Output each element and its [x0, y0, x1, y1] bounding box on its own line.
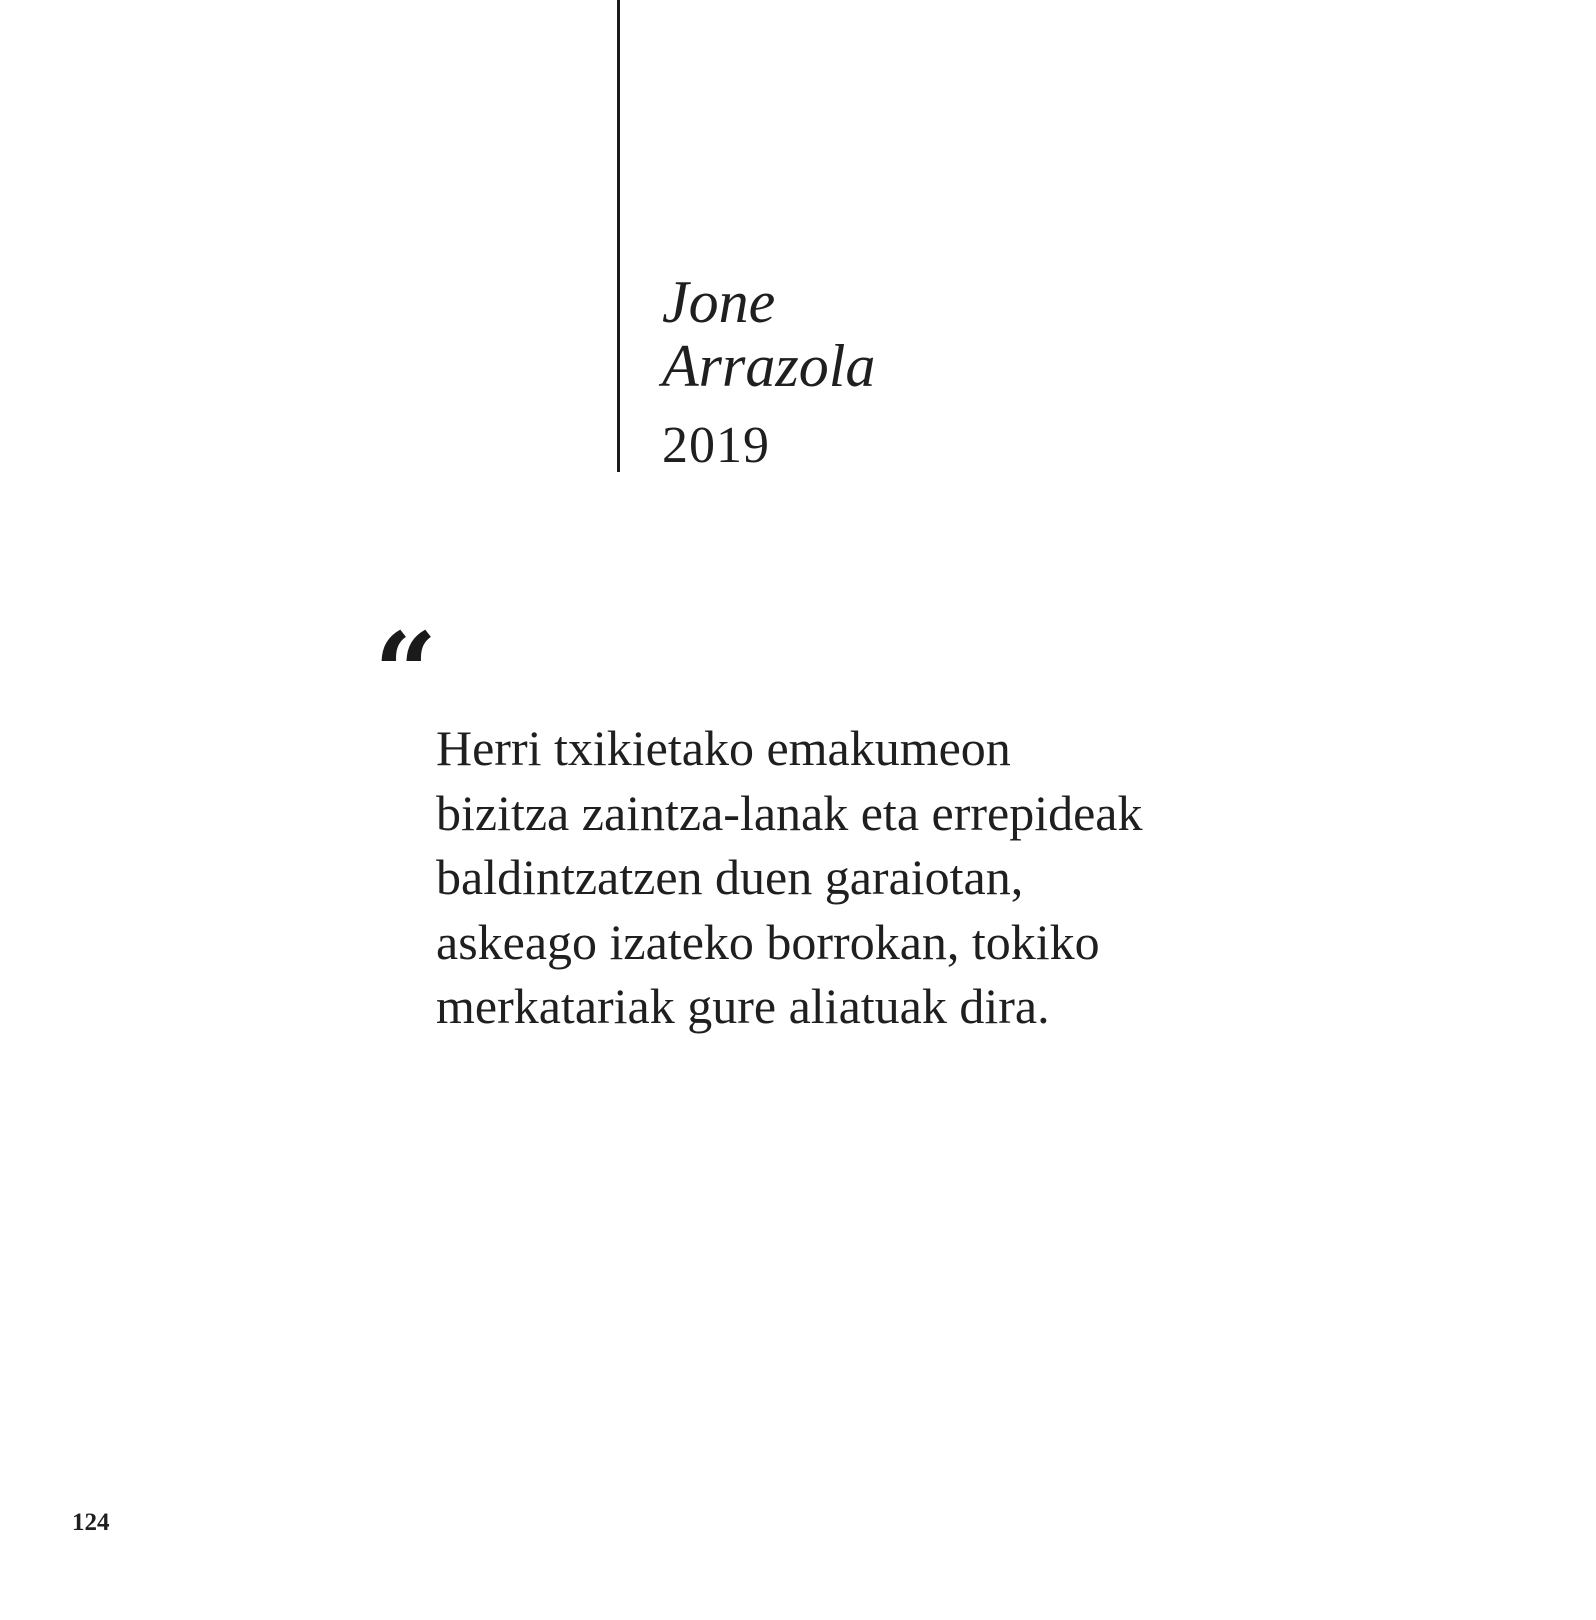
author-first-name: Jone: [662, 269, 776, 335]
vertical-rule-divider: [617, 0, 620, 472]
author-last-name: Arrazola: [662, 333, 876, 399]
quote-line: baldintzatzen duen garaiotan,: [436, 849, 1024, 905]
quote-line: merkatariak gure aliatuak dira.: [436, 978, 1050, 1034]
quote-line: bizitza zaintza-lanak eta errepideak: [436, 784, 1143, 841]
author-name: [662, 270, 875, 398]
quote-mark-icon: “: [374, 608, 438, 737]
page-number: 124: [72, 1509, 110, 1536]
quote-text: [436, 716, 1336, 1039]
quote-line: Herri txikietako emakumeon: [436, 720, 1011, 776]
author-block: [662, 270, 875, 476]
author-year: 2019: [662, 417, 770, 474]
quote-line: askeago izateko borrokan, tokiko: [436, 913, 1100, 970]
